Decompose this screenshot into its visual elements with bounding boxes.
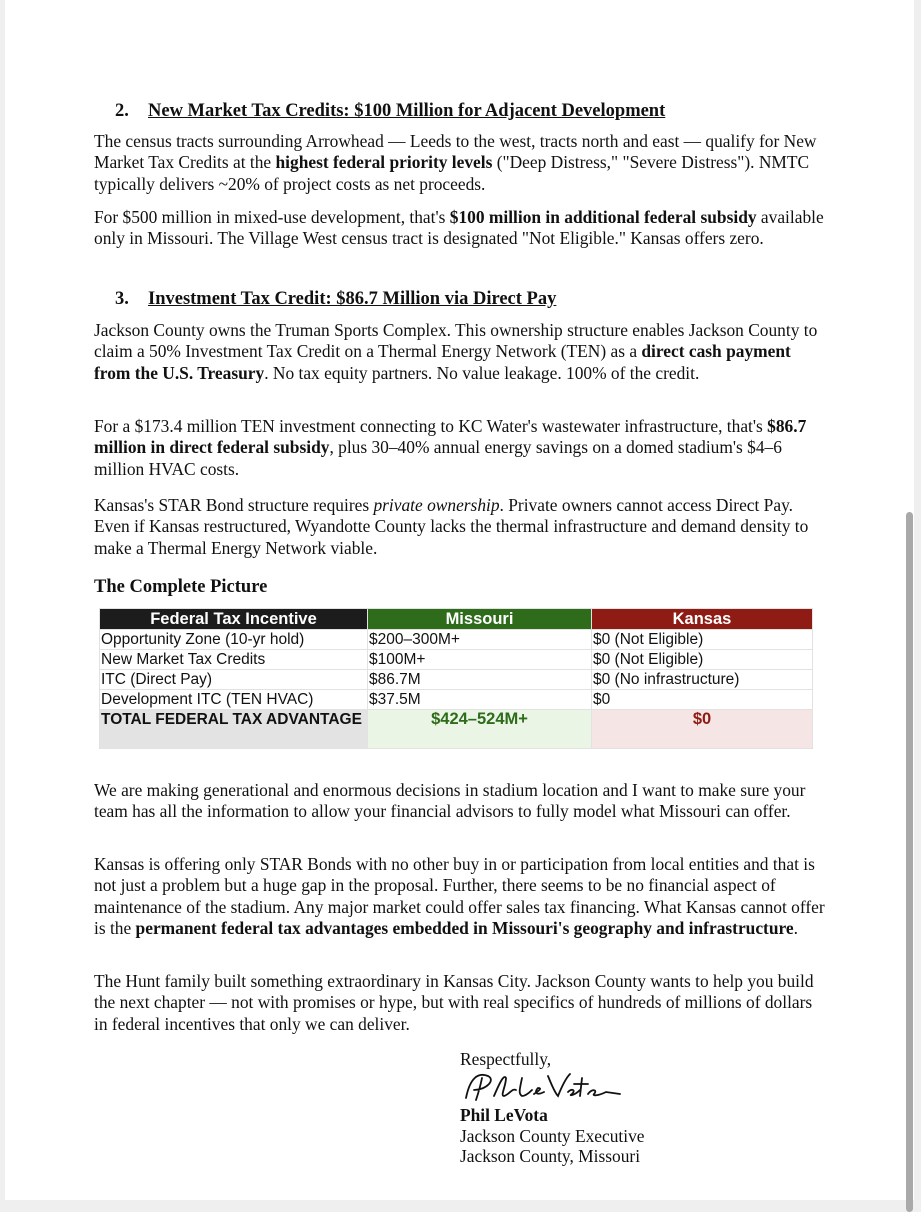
table-row <box>100 670 813 690</box>
text-run: . Private owners cannot access Direct Pay. Even if Kansas restructured, Wyandotte County lacks the thermal infrastructure and demand density to make a Thermal Energy Network viable. <box>94 495 809 558</box>
text-run: We are making generational and enormous decisions in stadium location and I want to make sure your team has all the information to allow your financial advisors to fully model what Missouri can offer. <box>94 780 806 822</box>
table-row <box>100 650 813 670</box>
table-row <box>100 630 813 650</box>
table-cell: $37.5M <box>368 690 592 710</box>
bold-text: permanent federal tax advantages embedded in Missouri's geography and infrastructure <box>135 917 794 938</box>
text-run: . No tax equity partners. No value leakage. 100% of the credit. <box>264 362 700 383</box>
table-cell: $100M+ <box>368 650 592 670</box>
document-page <box>5 0 914 1200</box>
table-cell: $0 (No infrastructure) <box>592 670 813 690</box>
total-label: TOTAL FEDERAL TAX ADVANTAGE <box>100 710 368 749</box>
table-cell: ITC (Direct Pay) <box>100 670 368 690</box>
section-title: Investment Tax Credit: $86.7 Million via Direct Pay <box>148 289 557 309</box>
paragraph <box>94 416 830 480</box>
text-run: available only in Missouri. The Village West census tract is designated "Not Eligible." Kansas offers zero. <box>94 207 824 249</box>
total-kansas: $0 <box>592 710 813 749</box>
text-run: The census tracts surrounding Arrowhead — Leeds to the west, tracts north and east — qualify for New Market Tax Credits at the <box>94 131 817 173</box>
section-number: 2. <box>115 101 129 121</box>
valediction: Respectfully, <box>460 1049 552 1069</box>
table-cell: $0 <box>592 690 813 710</box>
text-run: For a $173.4 million TEN investment connecting to KC Water's wastewater infrastructure, that's <box>94 416 768 436</box>
section-title: New Market Tax Credits: $100 Million for Adjacent Development <box>148 101 666 121</box>
section-heading-itc <box>115 289 556 310</box>
bold-text: direct cash payment from the U.S. Treasury <box>94 341 791 383</box>
paragraph <box>94 495 830 559</box>
table-cell: $0 (Not Eligible) <box>592 650 813 670</box>
italic-text: private ownership <box>373 495 500 515</box>
bold-text: $86.7 million in direct federal subsidy <box>94 416 807 458</box>
text-run: The Hunt family built something extraordinary in Kansas City. Jackson County wants to help you build the next chapter — not with promises or hype, but with real specifics of hundreds of millions of dollars in federal incentives that only we can deliver. <box>94 971 814 1034</box>
text-run: For $500 million in mixed-use development, that's <box>94 207 450 227</box>
table-cell: Development ITC (TEN HVAC) <box>100 690 368 710</box>
column-header: Missouri <box>368 609 592 630</box>
summary-heading: The Complete Picture <box>94 577 268 597</box>
text-run: , plus 30–40% annual energy savings on a domed stadium's $4–6 million HVAC costs. <box>94 437 782 479</box>
paragraph <box>94 780 830 823</box>
vertical-scrollbar[interactable] <box>906 512 913 1212</box>
signatory-organization: Jackson County, Missouri <box>460 1146 641 1166</box>
text-run: . <box>793 917 798 938</box>
signatory-name: Phil LeVota <box>460 1105 548 1125</box>
bold-text: highest federal priority levels <box>275 152 493 173</box>
section-number: 3. <box>115 289 129 309</box>
column-header: Kansas <box>592 609 813 630</box>
text-run: Kansas's STAR Bond structure requires <box>94 495 374 515</box>
paragraph <box>94 971 830 1035</box>
table-header-row <box>100 609 813 630</box>
handwritten-signature <box>460 1068 630 1106</box>
table-cell: New Market Tax Credits <box>100 650 368 670</box>
text-run: Jackson County owns the Truman Sports Complex. This ownership structure enables Jackson County to claim a 50% Investment Tax Credit on a Thermal Energy Network (TEN) as a <box>94 320 818 362</box>
table-cell: Opportunity Zone (10-yr hold) <box>100 630 368 650</box>
section-heading-nmtc <box>115 101 665 122</box>
bold-text: $100 million in additional federal subsidy <box>449 207 757 227</box>
table-cell: $200–300M+ <box>368 630 592 650</box>
table-cell: $0 (Not Eligible) <box>592 630 813 650</box>
column-header: Federal Tax Incentive <box>100 609 368 630</box>
text-run: Kansas is offering only STAR Bonds with no other buy in or participation from local entities and that is not just a problem but a huge gap in the proposal. Further, there seems to be no financial aspect of maintenance of the stadium. Any major market could offer sales tax financing. What Kansas cannot offer is the <box>94 854 825 938</box>
table-cell: $86.7M <box>368 670 592 690</box>
paragraph <box>94 320 830 384</box>
signatory-title: Jackson County Executive <box>460 1126 645 1146</box>
text-run: ("Deep Distress," "Severe Distress"). NMTC typically delivers ~20% of project costs as net proceeds. <box>94 152 810 194</box>
total-row <box>100 710 813 749</box>
paragraph <box>94 854 830 939</box>
total-missouri: $424–524M+ <box>368 710 592 749</box>
paragraph <box>94 131 830 195</box>
incentive-comparison-table <box>99 608 813 749</box>
paragraph <box>94 207 830 250</box>
table-row <box>100 690 813 710</box>
